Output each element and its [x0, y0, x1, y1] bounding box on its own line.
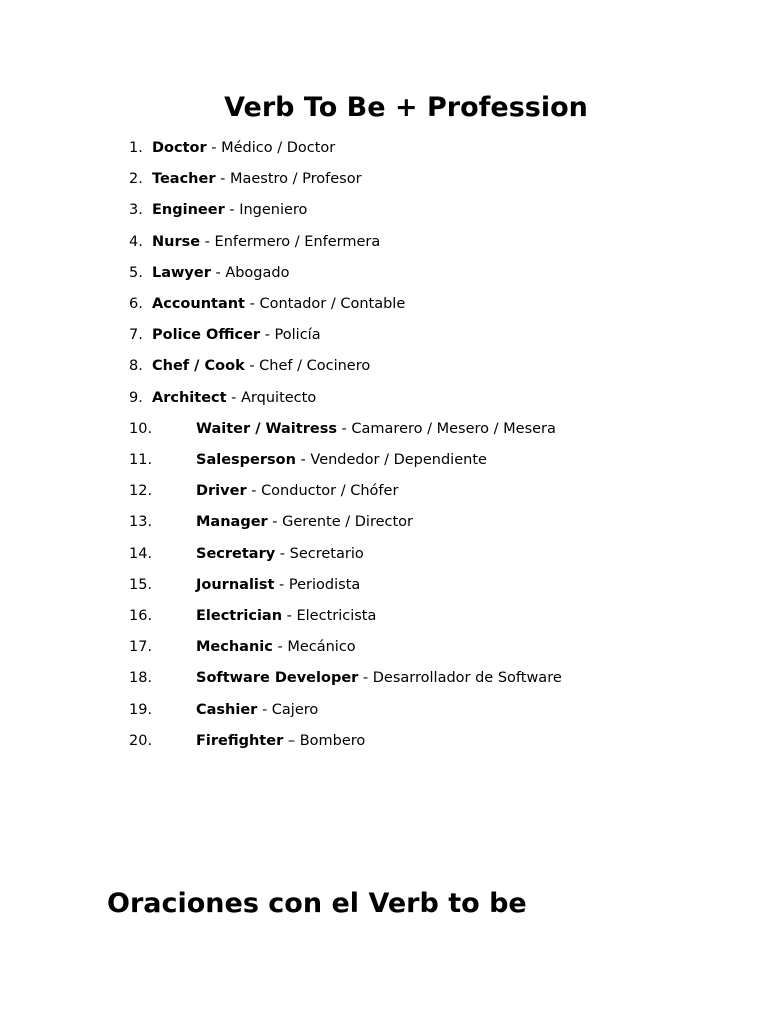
item-separator: -: [275, 545, 290, 562]
profession-item: [0, 663, 700, 694]
profession-translation: Ingeniero: [239, 202, 308, 219]
item-text: [152, 195, 307, 226]
item-number: 10.: [129, 420, 153, 437]
profession-term: Firefighter: [196, 732, 284, 749]
item-number: 2.: [129, 171, 143, 188]
profession-term: Teacher: [152, 171, 216, 188]
profession-term: Journalist: [196, 576, 275, 593]
item-text: [196, 695, 318, 726]
item-text: [152, 164, 362, 195]
profession-translation: Conductor / Chófer: [261, 483, 399, 500]
profession-term: Manager: [196, 514, 268, 531]
profession-item: [0, 289, 700, 320]
item-text: [196, 414, 556, 445]
document-title: Verb To Be + Profession: [224, 92, 588, 123]
item-text: [152, 227, 380, 258]
item-number: 6.: [129, 296, 143, 312]
item-number: 5.: [129, 264, 143, 281]
profession-translation: Mecánico: [287, 639, 356, 656]
item-number: 18.: [129, 670, 153, 687]
item-separator: -: [226, 389, 242, 406]
profession-item: [0, 601, 700, 632]
item-number: 15.: [129, 576, 153, 593]
profession-term: Waiter / Waitress: [196, 420, 337, 437]
profession-item: [0, 445, 700, 476]
item-text: [196, 539, 364, 570]
item-separator: -: [206, 140, 222, 156]
item-separator: -: [257, 701, 272, 718]
item-separator: -: [210, 264, 226, 281]
profession-translation: Chef / Cocinero: [259, 358, 371, 375]
profession-item: [0, 164, 700, 195]
item-text: [152, 383, 316, 414]
profession-translation: Policía: [274, 327, 321, 344]
profession-translation: Contador / Contable: [259, 296, 406, 312]
item-text: [152, 289, 405, 320]
profession-translation: Arquitecto: [241, 389, 317, 406]
profession-item: [0, 539, 700, 570]
profession-translation: Gerente / Director: [282, 514, 414, 531]
profession-translation: Periodista: [288, 576, 361, 593]
item-separator: -: [282, 608, 297, 624]
item-number: 12.: [129, 483, 153, 500]
item-text: [196, 570, 360, 601]
profession-item: [0, 632, 700, 663]
profession-term: Doctor: [152, 140, 207, 156]
item-number: 16.: [129, 608, 153, 624]
profession-term: Accountant: [152, 296, 245, 312]
profession-translation: Electricista: [296, 608, 377, 624]
item-separator: -: [295, 452, 311, 468]
profession-item: [0, 383, 700, 414]
profession-translation: Camarero / Mesero / Mesera: [351, 420, 556, 437]
profession-item: [0, 507, 700, 538]
item-separator: -: [215, 171, 230, 188]
profession-term: Secretary: [196, 545, 276, 562]
profession-item: [0, 195, 700, 226]
profession-translation: Maestro / Profesor: [229, 171, 362, 188]
profession-term: Driver: [196, 483, 247, 500]
item-text: [196, 507, 413, 538]
profession-item: [0, 695, 700, 726]
profession-translation: Enfermero / Enfermera: [214, 233, 381, 250]
profession-item: [0, 726, 700, 757]
item-number: 13.: [129, 514, 153, 531]
item-separator: -: [224, 202, 240, 219]
profession-term: Salesperson: [196, 452, 296, 468]
item-separator: -: [244, 358, 260, 375]
item-number: 17.: [129, 639, 153, 656]
item-number: 8.: [129, 358, 143, 375]
item-separator: -: [245, 296, 260, 312]
profession-translation: Desarrollador de Software: [372, 670, 562, 687]
profession-item: [0, 351, 700, 382]
item-text: [152, 351, 370, 382]
profession-term: Software Developer: [196, 670, 359, 687]
profession-item: [0, 320, 700, 351]
item-separator: -: [274, 576, 289, 593]
item-separator: -: [272, 639, 288, 656]
item-number: 14.: [129, 545, 153, 562]
section-heading: Oraciones con el Verb to be: [107, 888, 527, 919]
profession-translation: Secretario: [289, 545, 364, 562]
item-number: 3.: [129, 202, 143, 219]
profession-term: Nurse: [152, 233, 201, 250]
profession-item: [0, 258, 700, 289]
item-number: 1.: [129, 140, 143, 156]
profession-term: Architect: [152, 389, 227, 406]
profession-term: Cashier: [196, 701, 258, 718]
profession-translation: Bombero: [299, 732, 366, 749]
profession-item: [0, 476, 700, 507]
profession-term: Police Officer: [152, 327, 261, 344]
profession-item: [0, 227, 700, 258]
item-separator: -: [246, 483, 262, 500]
item-number: 4.: [129, 233, 143, 250]
item-text: [196, 726, 365, 757]
item-separator: -: [260, 327, 275, 344]
item-text: [152, 320, 321, 351]
item-text: [196, 476, 398, 507]
profession-term: Lawyer: [152, 264, 211, 281]
item-text: [196, 601, 376, 632]
item-number: 7.: [129, 327, 143, 344]
profession-item: [0, 414, 700, 445]
profession-translation: Abogado: [225, 264, 290, 281]
item-text: [196, 632, 356, 663]
item-separator: -: [200, 233, 215, 250]
profession-term: Electrician: [196, 608, 283, 624]
item-separator: –: [283, 732, 300, 749]
profession-term: Engineer: [152, 202, 225, 219]
item-number: 11.: [129, 452, 153, 468]
profession-translation: Médico / Doctor: [221, 140, 336, 156]
item-text: [152, 258, 289, 289]
profession-translation: Cajero: [271, 701, 319, 718]
item-text: [152, 133, 335, 164]
item-number: 20.: [129, 732, 153, 749]
profession-term: Mechanic: [196, 639, 273, 656]
item-separator: -: [358, 670, 373, 687]
item-text: [196, 663, 562, 694]
item-text: [196, 445, 487, 476]
profession-translation: Vendedor / Dependiente: [310, 452, 487, 468]
item-number: 19.: [129, 701, 153, 718]
profession-term: Chef / Cook: [152, 358, 245, 375]
item-number: 9.: [129, 389, 143, 406]
item-separator: -: [267, 514, 283, 531]
profession-item: [0, 133, 700, 164]
profession-item: [0, 570, 700, 601]
item-separator: -: [336, 420, 352, 437]
